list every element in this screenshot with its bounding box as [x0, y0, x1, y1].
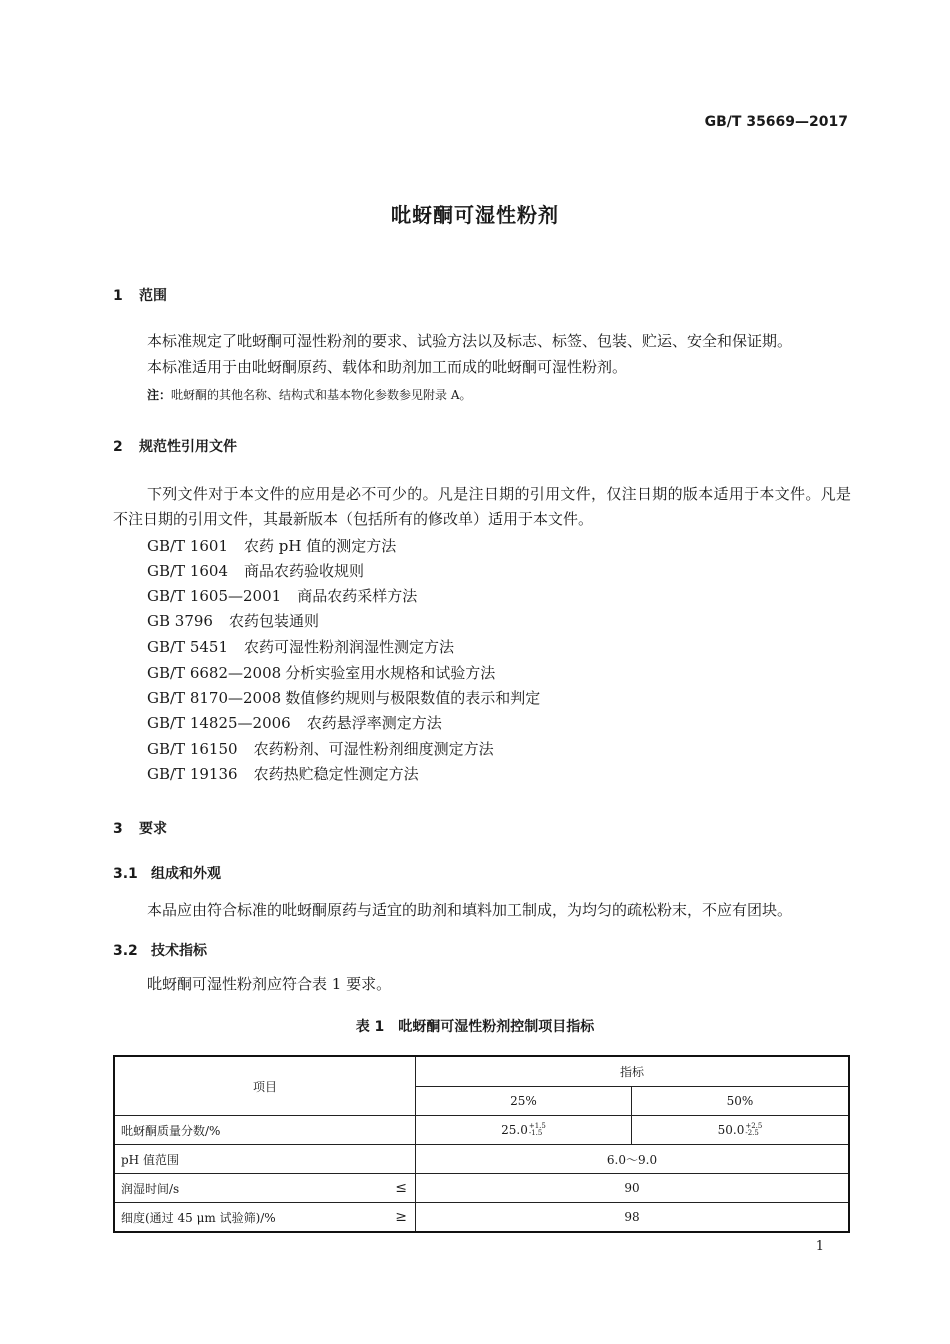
reference-title: 农药热贮稳定性测定方法 [253, 765, 419, 783]
reference-item [147, 560, 364, 581]
subsection-title: 组成和外观 [151, 866, 221, 882]
reference-code: GB/T 1605—2001 [147, 587, 282, 605]
header-25-percent: 25% [416, 1086, 632, 1116]
section-1-heading [113, 285, 167, 305]
table-header-row [114, 1056, 849, 1086]
reference-item [147, 535, 396, 556]
reference-title: 农药包装通则 [228, 612, 319, 630]
cell-value: 90 [416, 1174, 850, 1203]
section-2-intro: 下列文件对于本文件的应用是必不可少的。凡是注日期的引用文件，仅注日期的版本适用于本文件。凡是不注日期的引用文件，其最新版本（包括所有的修改单）适用于本文件。 [113, 485, 851, 528]
reference-title: 分析实验室用水规格和试验方法 [285, 664, 496, 682]
cell-value [416, 1116, 632, 1145]
value-main: 50.0 [717, 1122, 745, 1137]
section-number: 3 [113, 821, 123, 837]
tolerance-lower: -1.5 [528, 1129, 543, 1138]
reference-title: 农药可湿性粉剂润湿性测定方法 [244, 638, 455, 656]
table-row [114, 1203, 849, 1233]
reference-code: GB/T 6682—2008 [147, 664, 282, 682]
reference-title: 数值修约规则与极限数值的表示和判定 [285, 689, 541, 707]
standard-number: GB/T 35669—2017 [704, 114, 848, 130]
reference-title: 农药悬浮率测定方法 [306, 714, 442, 732]
reference-item [147, 585, 417, 606]
subsection-number: 3.1 [113, 866, 138, 882]
reference-code: GB/T 14825—2006 [147, 714, 291, 732]
row-label: 润湿时间/s [121, 1181, 180, 1196]
header-index: 指标 [416, 1056, 850, 1086]
section-1-note [147, 386, 472, 403]
note-text: 吡蚜酮的其他名称、结构式和基本物化参数参见附录 A。 [171, 388, 472, 402]
section-title: 要求 [139, 821, 167, 837]
reference-item [147, 738, 494, 759]
note-label: 注： [147, 388, 172, 402]
tolerance-lower: -2.5 [745, 1129, 759, 1138]
section-2-heading [113, 436, 237, 456]
section-title: 范围 [139, 288, 167, 304]
reference-code: GB/T 16150 [147, 740, 238, 758]
section-1-paragraph: 本标准适用于由吡蚜酮原药、载体和助剂加工而成的吡蚜酮可湿性粉剂。 [147, 358, 628, 376]
tolerance [745, 1123, 762, 1137]
reference-code: GB/T 1604 [147, 562, 229, 580]
row-label: pH 值范围 [114, 1145, 416, 1174]
cell-value: 98 [416, 1203, 850, 1233]
subsection-3-2-heading [113, 940, 207, 960]
section-title: 规范性引用文件 [139, 439, 237, 455]
tolerance-upper: +1.5 [528, 1122, 546, 1131]
row-label-cell [114, 1174, 416, 1203]
reference-item [147, 662, 495, 683]
comparison-symbol: ≤ [395, 1180, 407, 1196]
table-row [114, 1116, 849, 1145]
page-number: 1 [815, 1239, 824, 1254]
reference-code: GB 3796 [147, 612, 213, 630]
reference-code: GB/T 19136 [147, 765, 238, 783]
reference-code: GB/T 1601 [147, 537, 229, 555]
reference-item [147, 712, 442, 733]
row-label: 吡蚜酮质量分数/% [114, 1116, 416, 1145]
reference-title: 商品农药采样方法 [297, 587, 418, 605]
document-title: 吡蚜酮可湿性粉剂 [391, 203, 559, 227]
reference-code: GB/T 5451 [147, 638, 229, 656]
cell-value: 6.0～9.0 [416, 1145, 850, 1174]
row-label-cell [114, 1203, 416, 1233]
spec-table [113, 1055, 850, 1233]
reference-title: 农药粉剂、可湿性粉剂细度测定方法 [253, 740, 494, 758]
table-row [114, 1174, 849, 1203]
reference-item [147, 636, 454, 657]
reference-code: GB/T 8170—2008 [147, 689, 282, 707]
subsection-3-1-heading [113, 863, 221, 883]
section-3-heading [113, 818, 167, 838]
section-1-paragraph: 本标准规定了吡蚜酮可湿性粉剂的要求、试验方法以及标志、标签、包装、贮运、安全和保证期。 [147, 332, 793, 350]
cell-value [632, 1116, 850, 1145]
value-main: 25.0 [501, 1122, 528, 1137]
subsection-number: 3.2 [113, 943, 138, 959]
section-number: 1 [113, 288, 123, 304]
header-item: 项目 [114, 1056, 416, 1116]
row-label: 细度(通过 45 μm 试验筛)/% [121, 1210, 276, 1225]
comparison-symbol: ≥ [395, 1209, 407, 1225]
reference-item [147, 610, 319, 631]
reference-title: 商品农药验收规则 [244, 562, 365, 580]
tolerance [529, 1123, 546, 1137]
subsection-title: 技术指标 [151, 943, 207, 959]
subsection-3-2-text: 吡蚜酮可湿性粉剂应符合表 1 要求。 [147, 975, 392, 993]
reference-title: 农药 pH 值的测定方法 [244, 537, 397, 555]
reference-item [147, 687, 540, 708]
tolerance-upper: +2.5 [745, 1122, 763, 1131]
table-row [114, 1145, 849, 1174]
section-number: 2 [113, 439, 123, 455]
subsection-3-1-text: 本品应由符合标准的吡蚜酮原药与适宜的助剂和填料加工制成，为均匀的疏松粉末，不应有团块。 [147, 901, 793, 919]
header-50-percent: 50% [632, 1086, 850, 1116]
reference-item [147, 763, 419, 784]
table-caption: 表 1 吡蚜酮可湿性粉剂控制项目指标 [355, 1019, 595, 1035]
